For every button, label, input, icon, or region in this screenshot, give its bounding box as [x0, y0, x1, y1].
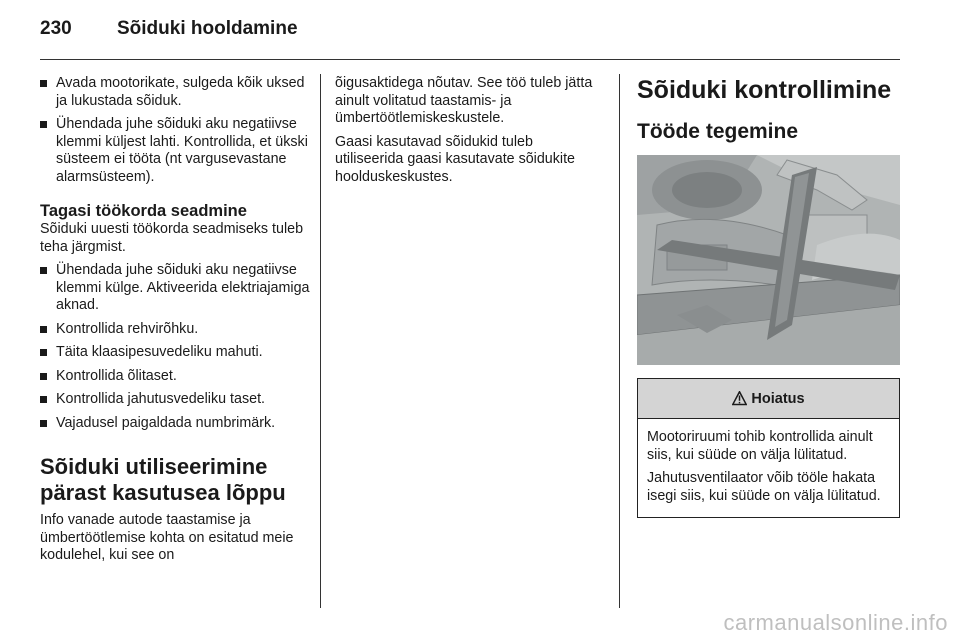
header-rule [40, 59, 900, 60]
engine-bay-drawing [637, 155, 900, 365]
watermark: carmanualsonline.info [723, 610, 948, 635]
section-subheading: Tööde tegemine [637, 120, 799, 143]
square-bullet-icon [40, 121, 47, 128]
warning-box [637, 378, 900, 518]
engine-bay-illustration [637, 155, 900, 365]
column-2 [335, 75, 605, 192]
square-bullet-icon [40, 420, 47, 427]
gas-vehicle-text: Gaasi kasutavad sõidukid tuleb utiliseerida gaasi kasutavate sõidukite hoolduskeskustes. [335, 133, 576, 185]
list-item: Kontrollida õlitaset. [40, 368, 312, 386]
square-bullet-icon [40, 373, 47, 380]
square-bullet-icon [40, 326, 47, 333]
storage-steps-list [40, 75, 312, 186]
disposal-text-continued: õigusaktidega nõutav. See töö tuleb jätta ainult volitatud taastamis- ja ümbertöötlemiskeskustele. [335, 75, 593, 126]
list-item: Täita klaasipesuvedeliku mahuti. [40, 344, 312, 362]
list-item: Kontrollida rehvirõhku. [40, 321, 312, 339]
warning-body [638, 419, 899, 517]
list-item: Ühendada juhe sõiduki aku negatiivse klemmi külge. Aktiveerida elektriajamiga aknad. [40, 262, 312, 315]
warning-title: Hoiatus [751, 390, 805, 407]
section-heading: Sõiduki kontrollimine [637, 76, 892, 104]
list-item: Ühendada juhe sõiduki aku negatiivse klemmi küljest lahti. Kontrollida, et ükski süsteem ei tööta (nt vargusevastane alarmsüsteem). [40, 116, 312, 186]
column-3 [637, 75, 900, 518]
column-divider-2 [619, 74, 620, 608]
column-1 [40, 75, 312, 571]
list-item: Kontrollida jahutusvedeliku taset. [40, 391, 312, 409]
warning-text-2: Jahutusventilaator võib tööle hakata isegi siis, kui süüde on välja lülitatud. [647, 470, 881, 504]
square-bullet-icon [40, 396, 47, 403]
recommission-steps-list [40, 262, 312, 432]
square-bullet-icon [40, 267, 47, 274]
chapter-title: Sõiduki hooldamine [117, 18, 298, 39]
square-bullet-icon [40, 80, 47, 87]
warning-triangle-icon [732, 391, 747, 406]
warning-text-1: Mootoriruumi tohib kontrollida ainult siis, kui süüde on välja lülitatud. [647, 429, 873, 463]
recommission-heading: Tagasi töökorda seadmine [40, 202, 247, 220]
page-number: 230 [40, 18, 72, 39]
disposal-text: Info vanade autode taastamise ja ümbertöötlemise kohta on esitatud meie kodulehel, kui see on [40, 512, 294, 563]
list-item: Avada mootorikate, sulgeda kõik uksed ja lukustada sõiduk. [40, 75, 312, 110]
list-item: Vajadusel paigaldada numbrimärk. [40, 415, 312, 433]
recommission-text: Sõiduki uuesti töökorda seadmiseks tuleb teha järgmist. [40, 221, 304, 255]
disposal-heading: Sõiduki utiliseerimine pärast kasutusea lõppu [40, 454, 286, 505]
column-divider-1 [320, 74, 321, 608]
warning-header [638, 379, 899, 419]
square-bullet-icon [40, 349, 47, 356]
